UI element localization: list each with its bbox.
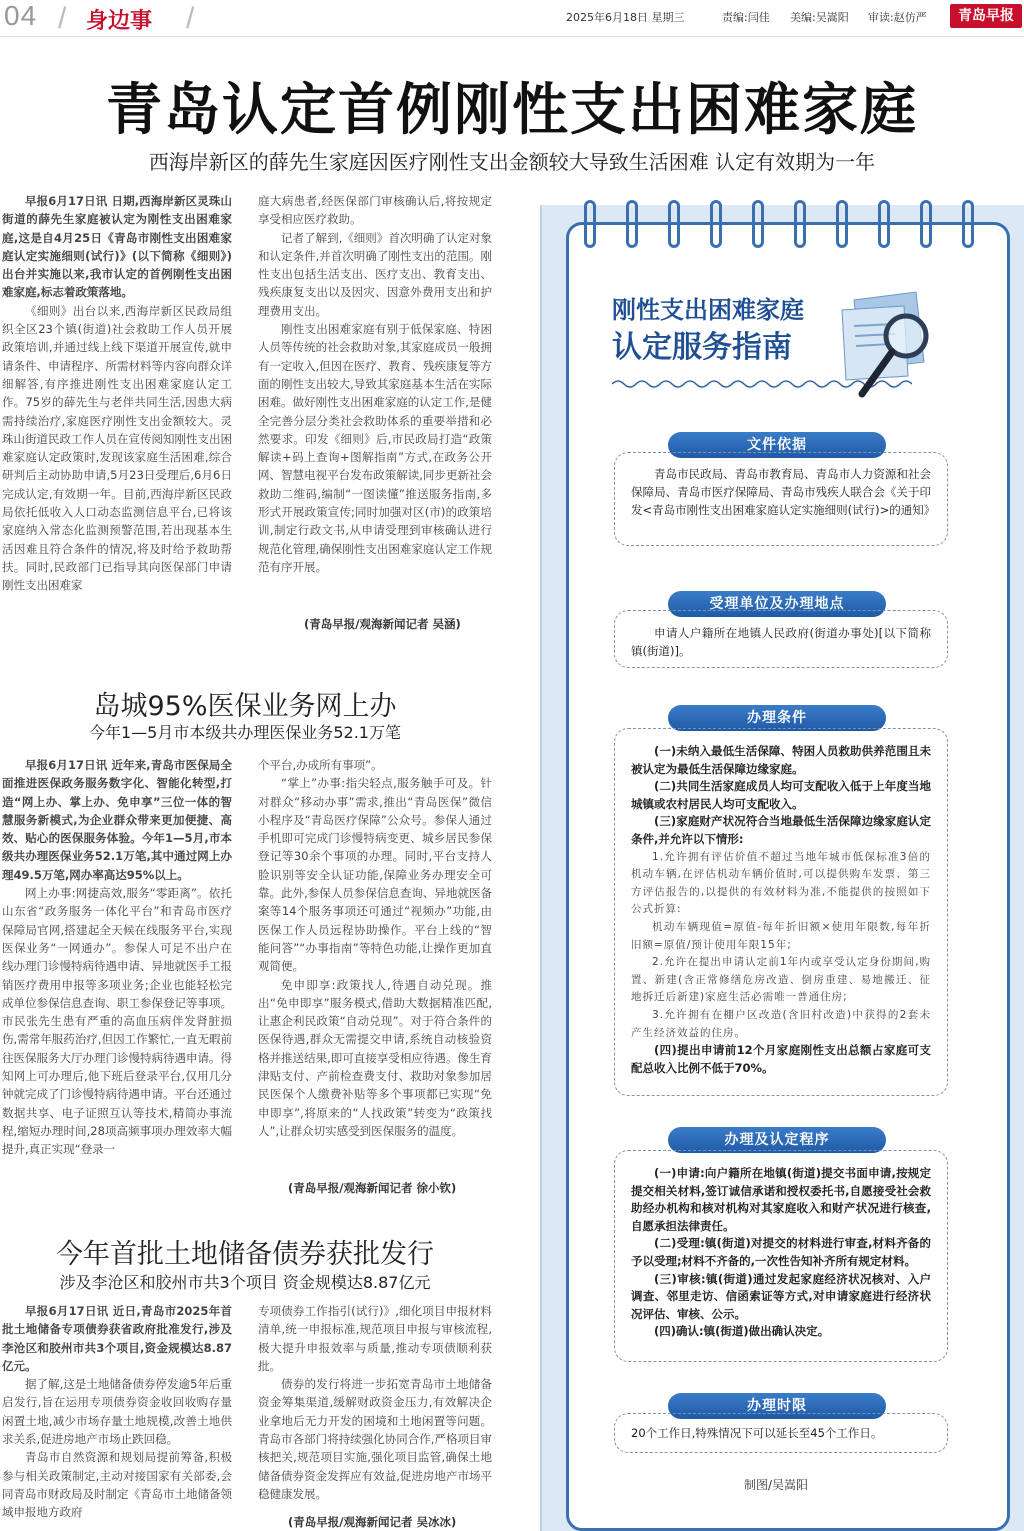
- guide-paragraph: 青岛市民政局、青岛市教育局、青岛市人力资源和社会保障局、青岛市医疗保障局、青岛市残疾人联合会《关于印发<青岛市刚性支出困难家庭认定实施细则(试行)>的通知》: [631, 467, 936, 517]
- lead-column-2: [258, 192, 492, 620]
- story3-headline: 今年首批土地储备债券获批发行: [56, 1239, 434, 1270]
- story3-byline: (青岛早报/观海新闻记者 吴冰冰): [288, 1515, 457, 1529]
- lead-column-1: [2, 192, 232, 632]
- story2-paragraph: 个平台,办成所有事项”。: [258, 758, 383, 772]
- lead-paragraph: 庭大病患者,经医保部门审核确认后,将按规定享受相应医疗救助。: [258, 194, 492, 227]
- guide-section-box: [614, 728, 948, 1096]
- binder-ring: [836, 200, 848, 248]
- lead-subheadline: 西海岸新区的薛先生家庭因医疗刚性支出金额较大导致生活困难 认定有效期为一年: [148, 150, 876, 174]
- binder-ring: [668, 200, 680, 248]
- guide-paragraph: 申请人户籍所在地镇人民政府(街道办事处)[以下简称镇(街道)]。: [631, 626, 931, 658]
- guide-section-box: [614, 1150, 948, 1362]
- binder-ring: [962, 200, 974, 248]
- guide-paragraph: 2.允许在提出申请认定前1年内或享受认定身份期间,购置、新建(含正常修缮危房改造、倒房重建、易地搬迁、征地拆迁后新建)家庭生活必需唯一普通住房;: [631, 956, 931, 1004]
- story3-paragraph: 早报6月17日讯 近日,青岛市2025年首批土地储备专项债券获省政府批准发行,涉及李沧区和胶州市共3个项目,资金规模达8.87亿元。: [2, 1304, 232, 1373]
- story2-paragraph: 网上办事:网捷高效,服务“零距离”。依托山东省“政务服务一体化平台”和青岛市医疗保障局官网,搭建起全天候在线服务平台,实现医保业务“一网通办”。参保人可足不出户在线办理门诊慢特病待遇申请、异地就医手工报销医疗费用申报等多项业务;企业也能轻松完成单位参保信息查询、职工参保登记等事项。市民张先生患有严重的高血压病伴发肾脏损伤,需常年服药治疗,但因工作繁忙,一直无暇前往医保服务大厅办理门诊慢特病待遇申请。得知网上可办理后,他下班后登录平台,仅用几分钟就完成了门诊慢特病待遇申请。平台还通过数据共享、电子证照互认等技术,精简办事流程,缩短办理时间,28项高频事项办理效率大幅提升,真正实现“登录一: [2, 886, 232, 1157]
- issue-date: 2025年6月18日 星期三: [566, 11, 685, 24]
- guide-title-line-2: 认定服务指南: [612, 330, 792, 365]
- page-header: [0, 0, 1024, 36]
- binder-ring: [710, 200, 722, 248]
- guide-section-heading: 受理单位及办理地点: [668, 591, 886, 617]
- story2-headline: 岛城95%医保业务网上办: [93, 691, 397, 722]
- guide-paragraph: 1.允许拥有评估价值不超过当地年城市低保标准3倍的机动车辆,在评估机动车辆价值时,可以提供购车发票、第三方评估报告的,以提供的有效材料为准,不能提供的按照如下公式折算:: [631, 850, 931, 916]
- proofreader: 审读:赵仿严: [868, 11, 927, 24]
- binder-ring: [794, 200, 806, 248]
- binder-ring: [878, 200, 890, 248]
- story2-column-2: [258, 756, 492, 1178]
- art-editor: 美编:吴嵩阳: [790, 11, 849, 24]
- documents-magnifier-icon: [828, 270, 948, 410]
- guide-section-box: [614, 452, 948, 546]
- story2-byline: (青岛早报/观海新闻记者 徐小钦): [288, 1181, 457, 1195]
- guide-paragraph: (三)审核:镇(街道)通过发起家庭经济状况核对、入户调查、邻里走访、信函索证等方式,对申请家庭进行经济状况评估、审核、公示。: [631, 1271, 931, 1321]
- guide-paragraph: (二)共同生活家庭成员人均可支配收入低于上年度当地城镇或农村居民人均可支配收入。: [631, 779, 931, 811]
- lead-paragraph: 刚性支出困难家庭有别于低保家庭、特困人员等传统的社会救助对象,其家庭成员一般拥有一定收入,但因在医疗、教育、残疾康复等方面的刚性支出较大,导致其家庭基本生活在实际困难。做好刚性支出困难家庭的认定工作,是健全完善分层分类社会救助体系的重要举措和必然要求。印发《细则》后,市民政局打造“政策解读+码上查询+图解指南”方式,在政务公开网、智慧电视平台发布政策解读,同步更新社会救助二维码,编制“一图读懂”推送服务指南,多形式开展政策宣传;同时加强对区(市)的政策培训,制定行政文书,从申请受理到审核确认进行规范化管理,确保刚性支出困难家庭认定工作规范有序开展。: [258, 322, 492, 574]
- guide-title-line-1: 刚性支出困难家庭: [612, 295, 804, 324]
- guide-paragraph: (三)家庭财产状况符合当地最低生活保障边缘家庭认定条件,并允许以下情形:: [631, 814, 931, 846]
- story2-paragraph: “掌上”办事:指尖轻点,服务触手可及。针对群众“移动办事”需求,推出“青岛医保”微信小程序及“青岛医疗保障”公众号。参保人通过手机即可完成门诊慢特病变更、城乡居民参保登记等30余个事项的办理。同时,平台支持人脸识别等安全认证功能,保障业务办理安全可靠。此外,参保人员参保信息查询、异地就医备案等14个服务事项还可通过“视频办”功能,由医保工作人员远程协助操作。平台上线的“智能问答”“办事指南”等特色功能,让操作更加直观简便。: [258, 776, 492, 974]
- guide-section-heading: 办理时限: [668, 1393, 886, 1419]
- lead-paragraph: 早报6月17日讯 日期,西海岸新区灵珠山街道的薛先生家庭被认定为刚性支出困难家庭,这是自4月25日《青岛市刚性支出困难家庭认定实施细则(试行)》(以下简称《细则》)出台并实施以来,我市认定的首例刚性支出困难家庭,标志着政策落地。: [2, 194, 232, 300]
- story3-paragraph: 据了解,这是土地储备债券停发逾5年后重启发行,旨在运用专项债券资金收回收购存量闲置土地,减少市场存量土地规模,改善土地供求关系,促进房地产市场止跌回稳。: [2, 1377, 232, 1447]
- story3-paragraph: 青岛市自然资源和规划局提前筹备,积极参与相关政策制定,主动对接国家有关部委,会同青岛市财政局及时制定《青岛市土地储备领域申报地方政府: [2, 1450, 232, 1520]
- guide-section-heading: 办理条件: [668, 705, 886, 731]
- guide-section-heading: 办理及认定程序: [668, 1127, 886, 1153]
- story3-column-2: [258, 1302, 492, 1514]
- guide-paragraph: 机动车辆现值=原值-每年折旧额×使用年限数,每年折旧额=原值/预计使用年限15年;: [631, 920, 931, 951]
- divider: /: [186, 2, 195, 35]
- story3-subheadline: 涉及李沧区和胶州市共3个项目 资金规模达8.87亿元: [59, 1273, 431, 1292]
- guide-section-box: [614, 1413, 948, 1453]
- guide-paragraph: (四)确认:镇(街道)做出确认决定。: [654, 1324, 830, 1339]
- binder-ring: [626, 200, 638, 248]
- story3-paragraph: 专项债券工作指引(试行)》,细化项目申报材料清单,统一申报标准,规范项目申报与审核流程,极大提升申报效率与质量,推动专项债顺利获批。: [258, 1304, 492, 1373]
- story2-paragraph: 早报6月17日讯 近年来,青岛市医保局全面推进医保政务服务数字化、智能化转型,打造“网上办、掌上办、免申享”三位一体的智慧服务新模式,为企业群众带来更加便捷、高效、贴心的医保服务体验。今年1—5月,市本级共办理医保业务52.1万笔,其中通过网上办理49.5万笔,网办率高达95%以上。: [2, 758, 232, 882]
- guide-section-box: [614, 610, 948, 668]
- guide-section-heading: 文件依据: [668, 432, 886, 458]
- guide-paragraph: (二)受理:镇(街道)对提交的材料进行审查,材料齐备的予以受理;材料不齐备的,一次性告知补齐所有规定材料。: [631, 1236, 931, 1268]
- graphic-credit: 制图/吴嵩阳: [744, 1478, 809, 1492]
- lead-paragraph: 《细则》出台以来,西海岸新区民政局组织全区23个镇(街道)社会救助工作人员开展政策培训,并通过线上线下渠道开展宣传,就申请条件、申请程序、所需材料等内容向群众详细解答,有序推进刚性支出困难家庭认定工作。75岁的薛先生与老伴共同生活,因患大病需持续治疗,家庭医疗刚性支出金额较大。灵珠山街道民政工作人员在宣传阅知刚性支出困难家庭认定政策时,发现该家庭生活困难,综合研判后主动协助申请,5月23日受理后,6月6日完成认定,有效期一年。目前,西海岸新区民政局依托低收入人口动态监测信息平台,已将该家庭纳入常态化监测预警范围,若出现基本生活因难且符合条件的情况,将及时给予救助帮扶。同时,民政部门已指导其向医保部门申请刚性支出困难家: [2, 303, 232, 593]
- story2-subheadline: 今年1—5月市本级共办理医保业务52.1万笔: [89, 723, 401, 742]
- newspaper-logo: 青岛早报: [950, 4, 1022, 28]
- story2-column-1: [2, 756, 232, 1196]
- story3-column-1: [2, 1302, 232, 1531]
- editor: 责编:闫佳: [722, 11, 770, 24]
- binder-ring: [920, 200, 932, 248]
- binder-ring: [584, 200, 596, 248]
- story2-paragraph: 免申即享:政策找人,待遇自动兑现。推出“免申即享”服务模式,借助大数据精准匹配,让惠企利民政策“自动兑现”。对于符合条件的医保待遇,群众无需提交申请,系统自动核验资格并推送结果,即可直接享受相应待遇。像生育津贴支付、产前检查费支付、救助对象参加居民医保个人缴费补贴等多个事项都已实现“免申即享”,将原来的“人找政策”转变为“政策找人”,让群众切实感受到医保服务的温度。: [258, 977, 492, 1138]
- guide-paragraph: 20个工作日,特殊情况下可以延长至45个工作日。: [631, 1426, 883, 1440]
- section-name: 身边事: [86, 9, 153, 34]
- lead-byline: (青岛早报/观海新闻记者 吴涵): [304, 617, 461, 631]
- story3-paragraph: 债券的发行将进一步拓宽青岛市土地储备资金筹集渠道,缓解财政资金压力,有效解决企业拿地后无力开发的困境和土地闲置等问题。青岛市各部门将持续强化协同合作,严格项目审核把关,规范项目实施,强化项目监管,确保土地储备债券资金发挥应有效益,促进房地产市场平稳健康发展。: [258, 1377, 492, 1501]
- lead-headline: 青岛认定首例刚性支出困难家庭: [106, 77, 918, 143]
- header-rule: [0, 36, 1024, 37]
- divider: /: [58, 2, 67, 35]
- page-number: 04: [4, 0, 38, 31]
- guide-paragraph: (一)未纳入最低生活保障、特困人员救助供养范围且未被认定为最低生活保障边缘家庭。: [631, 744, 931, 776]
- guide-paragraph: (四)提出申请前12个月家庭刚性支出总额占家庭可支配总收入比例不低于70%。: [631, 1043, 931, 1075]
- binder-ring: [752, 200, 764, 248]
- lead-paragraph: 记者了解到,《细则》首次明确了认定对象和认定条件,并首次明确了刚性支出的范围。刚性支出包括生活支出、医疗支出、教育支出、残疾康复支出以及因灾、因意外费用支出和护理费用支出。: [258, 230, 492, 318]
- guide-paragraph: 3.允许拥有在棚户区改造(含旧村改造)中获得的2套未产生经济效益的住房。: [631, 1008, 931, 1039]
- guide-paragraph: (一)申请:向户籍所在地镇(街道)提交书面申请,按规定提交相关材料,签订诚信承诺和授权委托书,自愿接受社会救助经办机构和核对机构对其家庭收入和财产状况进行核查,自愿承担法律责任。: [631, 1166, 931, 1233]
